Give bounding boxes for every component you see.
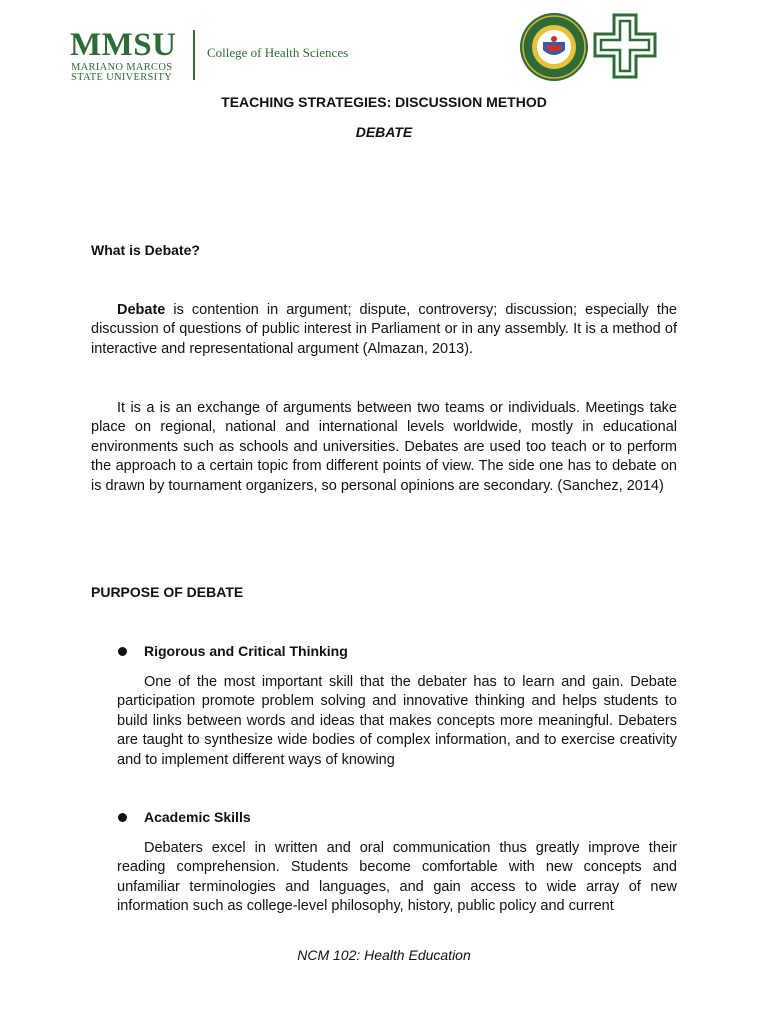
bullet-title: Academic Skills bbox=[144, 809, 251, 825]
section-heading: PURPOSE OF DEBATE bbox=[91, 584, 244, 600]
bullet-paragraph: One of the most important skill that the debater has to learn and gain. Debate participation promote problem solving and innovative thinking and helps students to build links between words and ideas that makes concepts more meaningful. Debaters are taught to synthesize wide bodies of complex information, and to exercise creativity and to implement different ways of knowing bbox=[117, 674, 677, 768]
bullet-paragraph: Debaters excel in written and oral communication thus greatly improve their reading comprehension. Students become comfortable with new concepts and unfamiliar terminologies and languages, and gain access to wide array of new information such as college-level philosophy, history, public policy and current bbox=[117, 840, 677, 915]
question-heading: What is Debate? bbox=[91, 242, 200, 258]
logo-divider bbox=[193, 30, 195, 80]
logo-university-line-2: STATE UNIVERSITY bbox=[71, 72, 173, 83]
document-title: TEACHING STRATEGIES: DISCUSSION METHOD bbox=[221, 94, 547, 110]
college-name: College of Health Sciences bbox=[207, 45, 349, 60]
bullet-dot-icon bbox=[118, 647, 127, 656]
exchange-paragraph: It is a is an exchange of arguments between two teams or individuals. Meetings take place on regional, national and international levels worldwide, mostly in educational environments such as schools and universities. Debates are used too teach or to perform the approach to a certain topic from different points of view. The side one has to debate on is drawn by tournament organizers, so personal opinions are secondary. (Sanchez, 2014) bbox=[91, 400, 677, 494]
mmsu-seal-icon bbox=[519, 12, 589, 82]
bullet-item bbox=[118, 643, 418, 661]
bullet-dot-icon bbox=[118, 813, 127, 822]
definition-text: is contention in argument; dispute, controversy; discussion; especially the discussion of questions of public interest in Parliament or in any assembly. It is a method of interactive and representational argument (Almazan, 2013). bbox=[91, 302, 677, 357]
definition-lead-term: Debate bbox=[117, 302, 166, 318]
bullet-item bbox=[118, 809, 418, 827]
logo-wordmark: MMSU bbox=[70, 27, 177, 63]
page-footer: NCM 102: Health Education bbox=[297, 947, 471, 963]
university-logo bbox=[70, 28, 370, 84]
health-cross-icon bbox=[592, 12, 658, 80]
definition-paragraph bbox=[91, 301, 677, 359]
document-subtitle: DEBATE bbox=[355, 124, 413, 140]
bullet-title: Rigorous and Critical Thinking bbox=[144, 643, 348, 659]
logo-university-line-1: MARIANO MARCOS bbox=[71, 62, 173, 73]
